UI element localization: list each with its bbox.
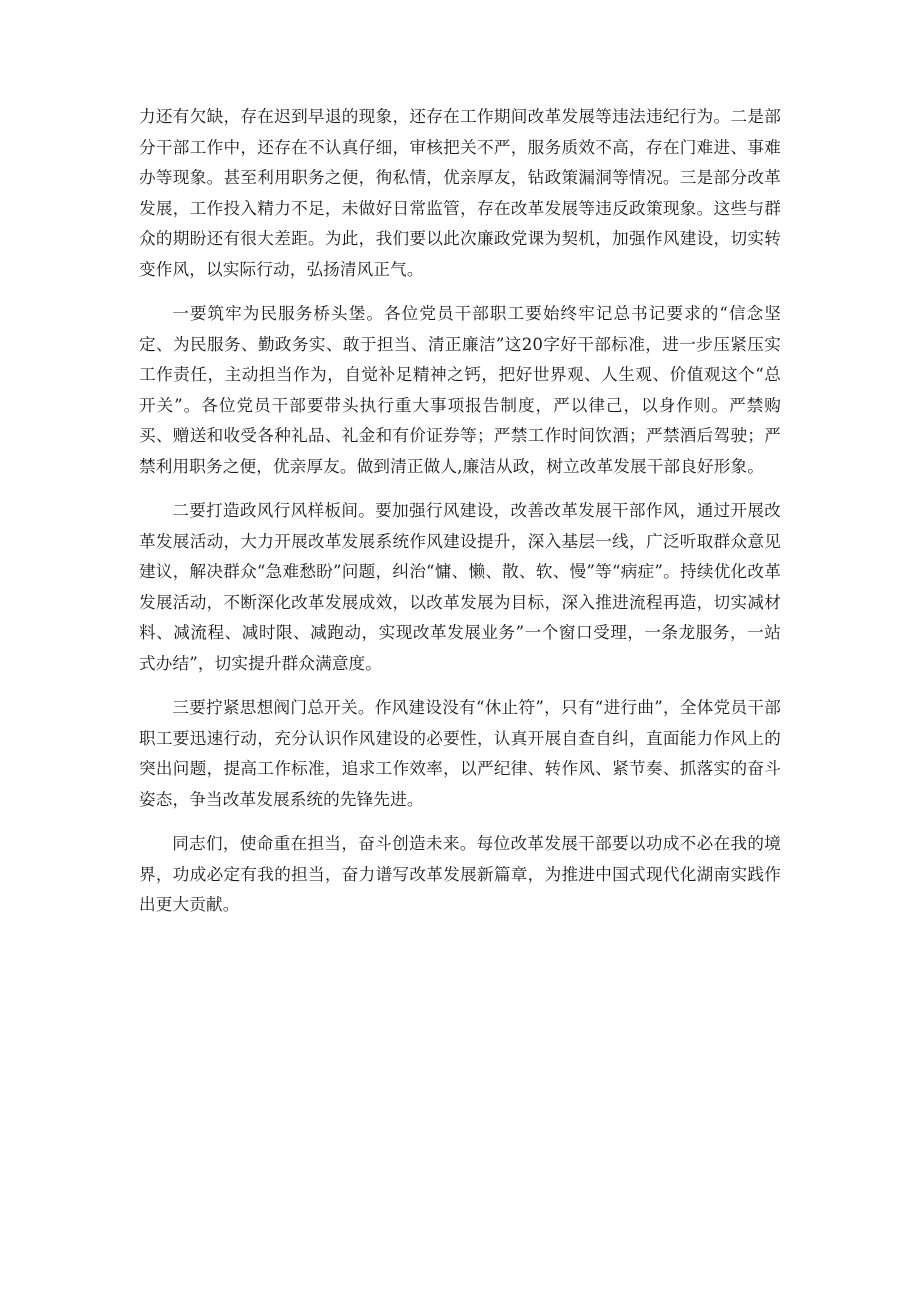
paragraph-third-requirement: 三要拧紧思想阀门总开关。作风建设没有“休止符”，只有“进行曲”，全体党员干部职工要迅速行动，充分认识作风建设的必要性，认真开展自查自纠，直面能力作风上的突出问题，提高工作标准，追求工作效率，以严纪律、转作风、紧节奏、抓落实的奋斗姿态，争当改革发展系统的先锋先进。 [139, 698, 781, 809]
paragraph-closing: 同志们，使命重在担当，奋斗创造未来。每位改革发展干部要以功成不必在我的境界，功成必定有我的担当，奋力谱写改革发展新篇章，为推进中国式现代化湖南实践作出更大贡献。 [139, 834, 781, 914]
paragraph-continuation: 力还有欠缺，存在迟到早退的现象，还存在工作期间改革发展等违法违纪行为。二是部分干部工作中，还存在不认真仔细，审核把关不严，服务质效不高，存在门难进、事难办等现象。甚至利用职务之便，徇私情，优亲厚友，钻政策漏洞等情况。三是部分改革发展，工作投入精力不足，未做好日常监管，存在改革发展等违反政策现象。这些与群众的期盼还有很大差距。为此，我们要以此次廉政党课为契机，加强作风建设，切实转变作风，以实际行动，弘扬清风正气。 [139, 107, 781, 279]
paragraph-second-requirement: 二要打造政风行风样板间。要加强行风建设，改善改革发展干部作风，通过开展改革发展活动，大力开展改革发展系统作风建设提升，深入基层一线，广泛听取群众意见建议，解决群众“急难愁盼”问题，纠治“慵、懒、散、软、慢”等“病症”。持续优化改革发展活动，不断深化改革发展成效，以改革发展为目标，深入推进流程再造，切实减材料、减流程、减时限、减跑动，实现改革发展业务”一个窗口受理，一条龙服务，一站式办结”，切实提升群众满意度。 [139, 501, 781, 673]
paragraph-first-requirement: 一要筑牢为民服务桥头堡。各位党员干部职工要始终牢记总书记要求的“信念坚定、为民服务、勤政务实、敢于担当、清正廉洁”这20字好干部标准，进一步压紧压实工作责任，主动担当作为，自觉补足精神之钙，把好世界观、人生观、价值观这个“总开关”。各位党员干部要带头执行重大事项报告制度，严以律己，以身作则。严禁购买、赠送和收受各种礼品、礼金和有价证券等；严禁工作时间饮酒；严禁酒后驾驶；严禁利用职务之便，优亲厚友。做到清正做人,廉洁从政，树立改革发展干部良好形象。 [139, 304, 781, 476]
document-body [139, 102, 781, 935]
